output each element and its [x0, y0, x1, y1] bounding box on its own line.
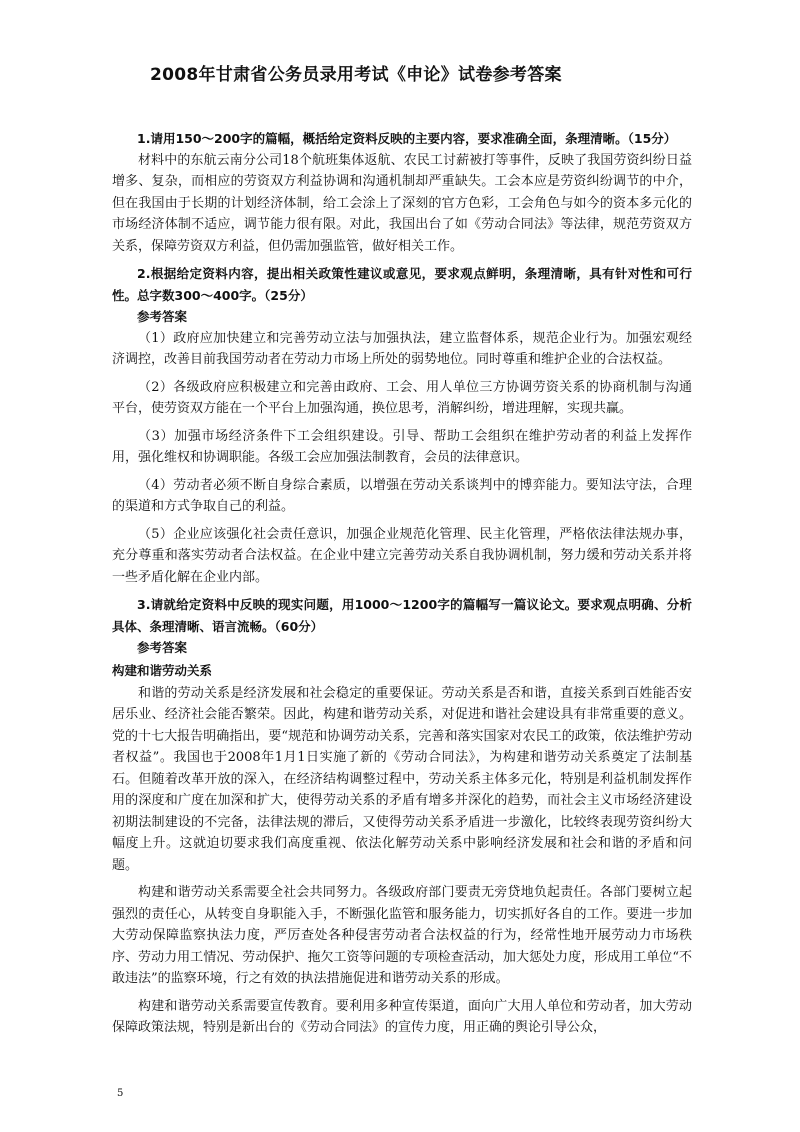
- essay-paragraph: 和谐的劳动关系是经济发展和社会稳定的重要保证。劳动关系是否和谐，直接关系到百姓能否安居乐业、经济社会能否繁荣。因此，构建和谐劳动关系，对促进和谐社会建设具有非常重要的意义。党的十七大报告明确指出，要“规范和协调劳动关系，完善和落实国家对农民工的政策，依法维护劳动者权益”。我国也于2008年1月1日实施了新的《劳动合同法》，为构建和谐劳动关系奠定了法制基石。但随着改革开放的深入，在经济结构调整过程中，劳动关系主体多元化，特别是利益机制发挥作用的深度和广度在加深和扩大，使得劳动关系的矛盾有增多并深化的趋势，而社会主义市场经济建设初期法制建设的不完备，法律法规的滞后，又使得劳动关系矛盾进一步激化，比较终表现劳资纠纷大幅度上升。这就迫切要求我们高度重视、依法化解劳动关系中影响经济发展和社会和谐的矛盾和问题。: [112, 685, 692, 873]
- answer-label-3: 参考答案: [137, 640, 188, 655]
- essay-paragraph: 构建和谐劳动关系需要全社会共同努力。各级政府部门要责无旁贷地负起责任。各部门要树立起强烈的责任心，从转变自身职能入手，不断强化监管和服务能力，切实抓好各自的工作。要进一步加大劳动保障监察执法力度，严厉查处各种侵害劳动者合法权益的行为，经常性地开展劳动力市场秩序、劳动力用工情况、劳动保护、拖欠工资等问题的专项检查活动，加大惩处力度，形成用工单位“不敢违法”的监察环境，行之有效的执法措施促进和谐劳动关系的形成。: [112, 885, 692, 986]
- answer-2-item: （1）政府应加快建立和完善劳动立法与加强执法，建立监督体系，规范企业行为。加强宏观经济调控，改善目前我国劳动者在劳动力市场上所处的弱势地位。同时尊重和维护企业的合法权益。: [112, 330, 692, 367]
- page-title: 2008年甘肃省公务员录用考试《申论》试卷参考答案: [150, 65, 562, 85]
- answer-2-item: （4）劳动者必须不断自身综合素质，以增强在劳动关系谈判中的博弈能力。要知法守法，合理的渠道和方式争取自己的利益。: [112, 477, 692, 514]
- answer-2-item: （2）各级政府应积极建立和完善由政府、工会、用人单位三方协调劳资关系的协商机制与沟通平台，使劳资双方能在一个平台上加强沟通，换位思考，消解纠纷，增进理解，实现共赢。: [112, 379, 692, 416]
- question-3: 3.请就给定资料中反映的现实问题，用1000～1200字的篇幅写一篇议论文。要求观点明确、分析具体、条理清晰、语言流畅。（60分）: [112, 597, 692, 634]
- question-2: 2.根据给定资料内容，提出相关政策性建议或意见，要求观点鲜明，条理清晰，具有针对性和可行性。总字数300～400字。（25分）: [112, 266, 692, 303]
- essay-title: 构建和谐劳动关系: [112, 662, 213, 678]
- answer-2-item: （3）加强市场经济条件下工会组织建设。引导、帮助工会组织在维护劳动者的利益上发挥作用，强化维权和协调职能。各级工会应加强法制教育，会员的法律意识。: [112, 428, 692, 465]
- essay-paragraph: 构建和谐劳动关系需要宣传教育。要利用多种宣传渠道，面向广大用人单位和劳动者，加大劳动保障政策法规，特别是新出台的《劳动合同法》的宣传力度，用正确的舆论引导公众，: [112, 998, 692, 1035]
- document-body: [112, 128, 692, 1039]
- question-1: 1.请用150～200字的篇幅，概括给定资料反映的主要内容，要求准确全面，条理清晰。（15分）: [137, 131, 677, 146]
- page-number: 5: [117, 1088, 124, 1099]
- answer-label-2: 参考答案: [137, 309, 188, 324]
- answer-2-item: （5）企业应该强化社会责任意识，加强企业规范化管理、民主化管理，严格依法律法规办事，充分尊重和落实劳动者合法权益。在企业中建立完善劳动关系自我协调机制，努力缓和劳动关系并将一些矛盾化解在企业内部。: [112, 526, 692, 585]
- answer-1: 材料中的东航云南分公司18个航班集体返航、农民工讨薪被打等事件，反映了我国劳资纠纷日益增多、复杂，而相应的劳资双方利益协调和沟通机制却严重缺失。工会本应是劳资纠纷调节的中介，但在我国由于长期的计划经济体制，给工会涂上了深刻的官方色彩，工会角色与如今的资本多元化的市场经济体制不适应，调节能力很有限。对此，我国出台了如《劳动合同法》等法律，规范劳资双方关系，保障劳资双方利益，但仍需加强监管，做好相关工作。: [112, 152, 692, 254]
